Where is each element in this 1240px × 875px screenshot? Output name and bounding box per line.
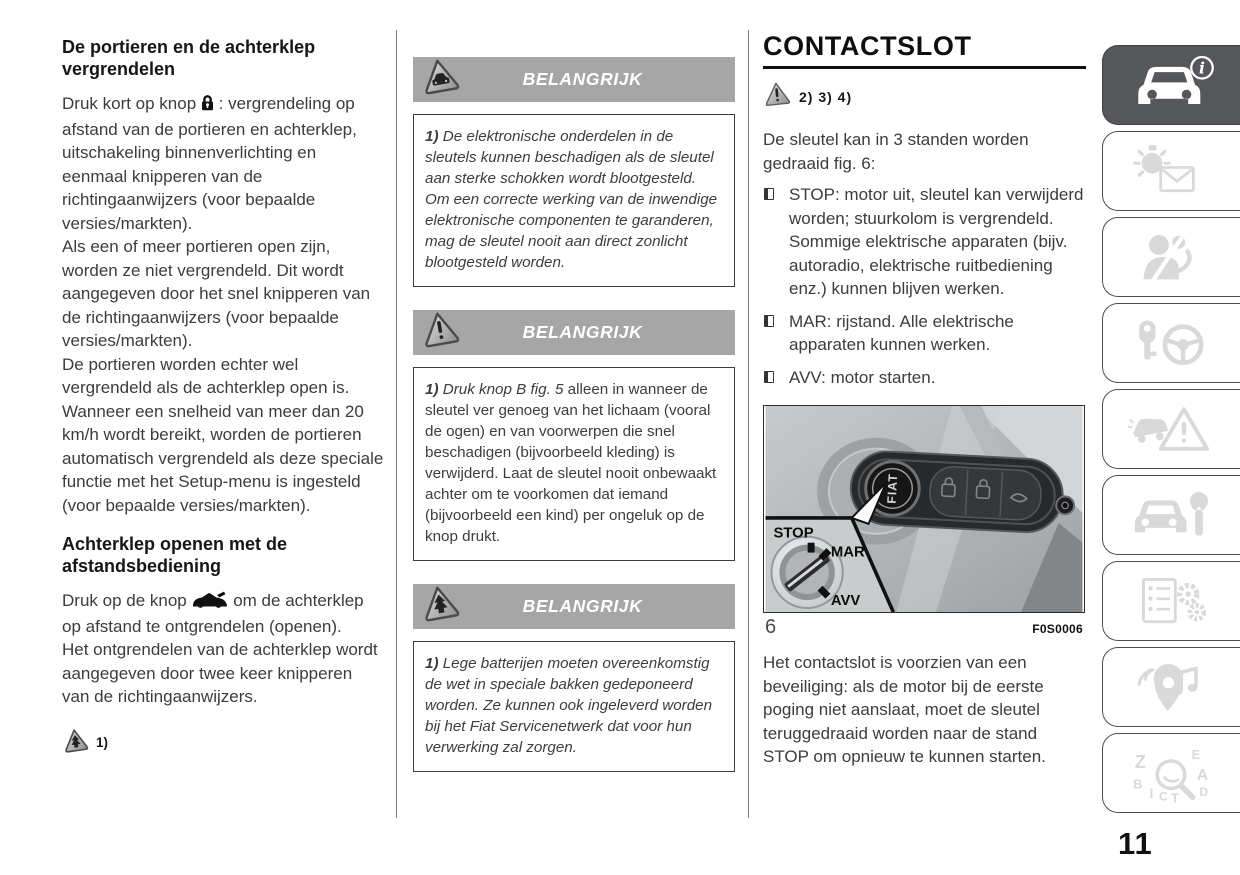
- column-divider: [748, 30, 749, 818]
- warning-lights-messages-icon: [1119, 140, 1223, 202]
- square-bullet-icon: [764, 315, 774, 327]
- positions-list: [763, 183, 1086, 389]
- paragraph: Het contactslot is voorzien van een beveiliging: als de motor bij de eerste poging niet aanslaat, moet de sleutel teruggedraaid worden naar de stand STOP om opnieuw te kunnen starten.: [763, 653, 1046, 766]
- safety-airbag-icon: [1119, 226, 1223, 288]
- paragraph: De portieren worden echter wel vergrendeld als de achterklep open is.: [62, 354, 350, 397]
- note-ref: 1): [425, 381, 439, 398]
- paragraph: Als een of meer portieren open zijn, worden ze niet vergrendeld. Dit wordt aangegeven door het snel knipperen van de richtingaanwijzers (voor bepaalde versies/markten).: [62, 237, 371, 350]
- refs-label: 2) 3) 4): [799, 88, 853, 105]
- triangle-tree-icon: [62, 727, 89, 759]
- figure-caption: [763, 616, 1085, 639]
- note-text: alleen in wanneer de sleutel ver genoeg van het lichaam (vooral de ogen) en van voorwerpen die snel beschadigen (bijvoorbeeld kleding) is verwijderd. Laat de sleutel nooit onbewaakt achter om te voorkomen dat iemand (bijvoorbeeld een kind) per ongeluk op de knop drukt.: [425, 381, 717, 545]
- text-run: Druk kort op knop: [62, 94, 197, 113]
- svg-text:Z: Z: [1134, 751, 1146, 772]
- multimedia-navigation-icon: [1119, 656, 1223, 718]
- svg-text:T: T: [1171, 790, 1179, 804]
- svg-text:D: D: [1199, 785, 1209, 800]
- text-run: Druk op de knop: [62, 591, 187, 610]
- sidebar-tab-starting-driving[interactable]: [1102, 303, 1240, 383]
- list-item: [763, 183, 1086, 301]
- sidebar-tab-warning-lights[interactable]: [1102, 131, 1240, 211]
- sidebar-tab-multimedia[interactable]: [1102, 647, 1240, 727]
- svg-text:C: C: [1158, 789, 1168, 804]
- sidebar-tab-index[interactable]: [1102, 733, 1240, 813]
- note-text: De elektronische onderdelen in de sleutels kunnen beschadigen als de sleutel aan sterke schokken wordt blootgesteld. Om een correcte werking van de inwendige elektronische componenten te garanderen, mag de sleutel nooit aan direct zonlicht blootgesteld worden.: [425, 128, 718, 271]
- note-title: BELANGRIJK: [522, 596, 643, 616]
- section-heading: De portieren en de achterklep vergrendelen: [62, 37, 316, 79]
- paragraph: Wanneer een snelheid van meer dan 20 km/h wordt bereikt, worden de portieren automatisch vergrendeld als deze speciale functie met het Setup-menu is ingesteld (voor bepaalde versies/markten).: [62, 401, 384, 515]
- lock-icon: [201, 94, 214, 118]
- note-text: Lege batterijen moeten overeenkomstig de wet in speciale bakken gedeponeerd worden. Ze kunnen ook ingeleverd worden bij het Fiat Servicenetwerk dat voor hun verwerking zal zorgen.: [425, 655, 713, 756]
- sidebar-tab-maintenance[interactable]: [1102, 475, 1240, 555]
- key-steering-icon: [1119, 312, 1223, 374]
- note-body: [413, 367, 735, 561]
- paragraph: De sleutel kan in 3 standen worden gedraaid fig. 6:: [763, 130, 1029, 173]
- note-header: [413, 584, 735, 629]
- figure-code: F0S0006: [1032, 622, 1083, 636]
- important-notes-column: [413, 57, 735, 795]
- key-brand-label: FIAT: [884, 472, 901, 505]
- ignition-figure: [763, 405, 1085, 639]
- triangle-car-icon: [420, 56, 460, 101]
- svg-text:i: i: [1199, 58, 1205, 78]
- mar-label: MAR: [830, 544, 865, 561]
- svg-text:B: B: [1133, 776, 1143, 792]
- triangle-tree-icon: [420, 583, 460, 628]
- page-number: 11: [1118, 826, 1153, 861]
- svg-text:A: A: [1196, 766, 1209, 784]
- warning-refs: [763, 81, 1086, 112]
- paragraph: [62, 589, 384, 638]
- page-title: CONTACTSLOT: [763, 32, 1086, 69]
- column-divider: [396, 30, 397, 818]
- note-header: [413, 57, 735, 102]
- list-item: [763, 310, 1086, 357]
- car-info-icon: [1119, 54, 1223, 116]
- note-lead: Druk knop B fig. 5: [438, 381, 568, 398]
- right-column: [763, 32, 1086, 769]
- text-run: om de achterklep op afstand te ontgrendelen (openen).: [62, 591, 364, 636]
- avv-label: AVV: [830, 593, 861, 610]
- sidebar-tab-safety[interactable]: [1102, 217, 1240, 297]
- ignition-photo: [763, 405, 1085, 613]
- note-body: [413, 114, 735, 287]
- text-run: : vergrendeling op afstand van de portieren en achterklep, uitschakeling binnenverlichting en eenmaal knipperen van de richtingaanwijzers (voor bepaalde versies/markten).: [62, 94, 357, 233]
- note-body: [413, 641, 735, 772]
- bullet-text: AVV: motor starten.: [789, 367, 936, 387]
- triangle-exclamation-icon: [420, 309, 460, 354]
- bullet-text: STOP: motor uit, sleutel kan verwijderd worden; stuurkolom is vergrendeld. Sommige elektrische apparaten (bijv. autoradio, elektrische ruitbediening enz.) kunnen blijven werken.: [789, 185, 1084, 298]
- square-bullet-icon: [764, 371, 774, 383]
- paragraph: Het ontgrendelen van de achterklep wordt aangegeven door twee keer knipperen van de richtingaanwijzers.: [62, 640, 378, 706]
- note-ref: 1): [425, 128, 439, 145]
- bullet-text: MAR: rijstand. Alle elektrische apparaten kunnen werken.: [789, 311, 1014, 354]
- list-item: [763, 366, 1086, 390]
- technical-data-gear-icon: [1119, 570, 1223, 632]
- note-title: BELANGRIJK: [522, 69, 643, 89]
- sidebar-tab-car-info[interactable]: [1102, 45, 1240, 125]
- left-column: [62, 36, 384, 759]
- footnote-ref: 1): [96, 735, 109, 750]
- emergency-triangle-icon: [1119, 398, 1223, 460]
- paragraph: [62, 92, 384, 235]
- figure-number: 6: [765, 616, 777, 638]
- sidebar-tab-emergency[interactable]: [1102, 389, 1240, 469]
- note-header: [413, 310, 735, 355]
- svg-text:I: I: [1149, 785, 1154, 801]
- sidebar-tab-technical-data[interactable]: [1102, 561, 1240, 641]
- car-maintenance-icon: [1119, 484, 1223, 546]
- stop-label: STOP: [773, 525, 814, 542]
- section-heading: Achterklep openen met de afstandsbediening: [62, 534, 288, 576]
- car-tailgate-icon: [191, 591, 228, 615]
- svg-text:E: E: [1191, 747, 1201, 763]
- note-title: BELANGRIJK: [522, 322, 643, 342]
- footnote: [62, 727, 384, 759]
- alphabetical-index-icon: [1119, 742, 1223, 804]
- note-ref: 1): [425, 655, 439, 672]
- warning-triangle-icon: [763, 81, 791, 112]
- square-bullet-icon: [764, 188, 774, 200]
